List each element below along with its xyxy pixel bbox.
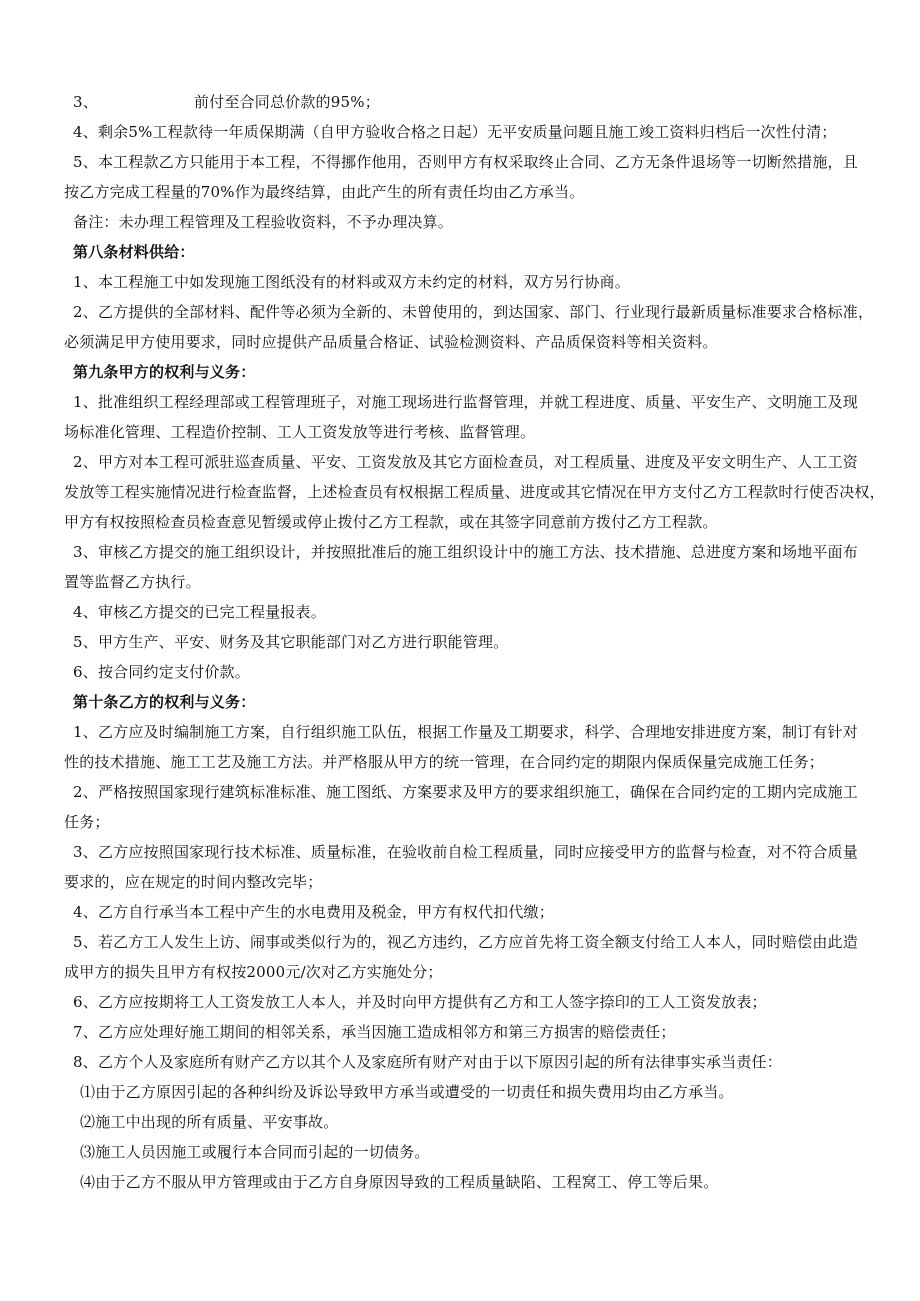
article-8-item-2-cont: 必须满足甲方使用要求，同时应提供产品质量合格证、试验检测资料、产品质保资料等相关资料。 [64,333,718,351]
article-8-heading: 第八条材料供给： [73,243,195,261]
article-9-item-1-cont: 场标准化管理、工程造价控制、工人工资发放等进行考核、监督管理。 [64,423,536,441]
article-10-item-7: 7、乙方应处理好施工期间的相邻关系，承当因施工造成相邻方和第三方损害的赔偿责任； [73,1023,676,1041]
item-number: 3、 [73,93,98,111]
article-10-item-1: 1、乙方应及时编制施工方案，自行组织施工队伍，根据工作量及工期要求，科学、合理地安排进度方案，制订有针对 [73,723,858,741]
article-10-item-5-cont: 成甲方的损失且甲方有权按2000元/次对乙方实施处分； [64,963,443,981]
article-10-item-5: 5、若乙方工人发生上访、闹事或类似行为的，视乙方违约，乙方应首先将工资全额支付给工人本人，同时赔偿由此造 [73,933,858,951]
item-text: 前付至合同总价款的95%； [193,93,380,111]
article-10-item-2: 2、严格按照国家现行建筑标准标准、施工图纸、方案要求及甲方的要求组织施工，确保在合同约定的工期内完成施工 [73,783,858,801]
article-9-item-2-cont-2: 甲方有权按照检查员检查意见暂缓或停止拨付乙方工程款，或在其签字同意前方拨付乙方工程款。 [64,513,718,531]
article-10-item-8-sub-4: ⑷由于乙方不服从甲方管理或由于乙方自身原因导致的工程质量缺陷、工程窝工、停工等后果。 [80,1173,719,1191]
article-9-item-2-cont-1: 发放等工程实施情况进行检查监督，上述检查员有权根据工程质量、进度或其它情况在甲方支付乙方工程款时行使否决权， [64,483,885,501]
article-9-item-3-cont: 置等监督乙方执行。 [64,573,201,591]
article-10-item-8: 8、乙方个人及家庭所有财产乙方以其个人及家庭所有财产对由于以下原因引起的所有法律事实承当责任： [73,1053,782,1071]
remark-note: 备注：未办理工程管理及工程验收资料，不予办理决算。 [73,213,454,231]
article-10-item-4: 4、乙方自行承当本工程中产生的水电费用及税金，甲方有权代扣代缴； [73,903,554,921]
payment-item-3 [73,92,380,112]
article-10-item-8-sub-3: ⑶施工人员因施工或履行本合同而引起的一切债务。 [80,1143,430,1161]
article-10-heading: 第十条乙方的权利与义务： [73,693,256,711]
article-10-item-3: 3、乙方应按照国家现行技术标准、质量标准，在验收前自检工程质量，同时应接受甲方的监督与检查，对不符合质量 [73,843,858,861]
payment-item-5: 5、本工程款乙方只能用于本工程，不得挪作他用，否则甲方有权采取终止合同、乙方无条件退场等一切断然措施，且 [73,153,858,171]
article-8-item-2: 2、乙方提供的全部材料、配件等必须为全新的、未曾使用的，到达国家、部门、行业现行最新质量标准要求合格标准， [73,303,874,321]
article-9-heading: 第九条甲方的权利与义务： [73,363,256,381]
article-9-item-1: 1、批准组织工程经理部或工程管理班子，对施工现场进行监督管理，并就工程进度、质量、平安生产、文明施工及现 [73,393,858,411]
article-9-item-5: 5、甲方生产、平安、财务及其它职能部门对乙方进行职能管理。 [73,633,509,651]
payment-item-5-cont: 按乙方完成工程量的70%作为最终结算，由此产生的所有责任均由乙方承当。 [64,183,585,201]
article-10-item-2-cont: 任务； [64,813,110,831]
article-8-item-1: 1、本工程施工中如发现施工图纸没有的材料或双方未约定的材料，双方另行协商。 [73,273,630,291]
article-10-item-6: 6、乙方应按期将工人工资发放工人本人，并及时向甲方提供有乙方和工人签字捺印的工人工资发放表； [73,993,767,1011]
article-9-item-2: 2、甲方对本工程可派驻巡查质量、平安、工资发放及其它方面检查员，对工程质量、进度及平安文明生产、人工工资 [73,453,858,471]
article-10-item-1-cont: 性的技术措施、施工工艺及施工方法。并严格服从甲方的统一管理，在合同约定的期限内保质保量完成施工任务； [64,753,825,771]
article-9-item-3: 3、审核乙方提交的施工组织设计，并按照批准后的施工组织设计中的施工方法、技术措施、总进度方案和场地平面布 [73,543,858,561]
article-10-item-3-cont: 要求的，应在规定的时间内整改完毕； [64,873,323,891]
article-9-item-4: 4、审核乙方提交的已完工程量报表。 [73,603,326,621]
payment-item-4: 4、剩余5%工程款待一年质保期满（自甲方验收合格之日起）无平安质量问题且施工竣工资料归档后一次性付清； [73,123,837,141]
article-9-item-6: 6、按合同约定支付价款。 [73,663,250,681]
article-10-item-8-sub-1: ⑴由于乙方原因引起的各种纠纷及诉讼导致甲方承当或遭受的一切责任和损失费用均由乙方承当。 [80,1083,734,1101]
article-10-item-8-sub-2: ⑵施工中出现的所有质量、平安事故。 [80,1113,339,1131]
